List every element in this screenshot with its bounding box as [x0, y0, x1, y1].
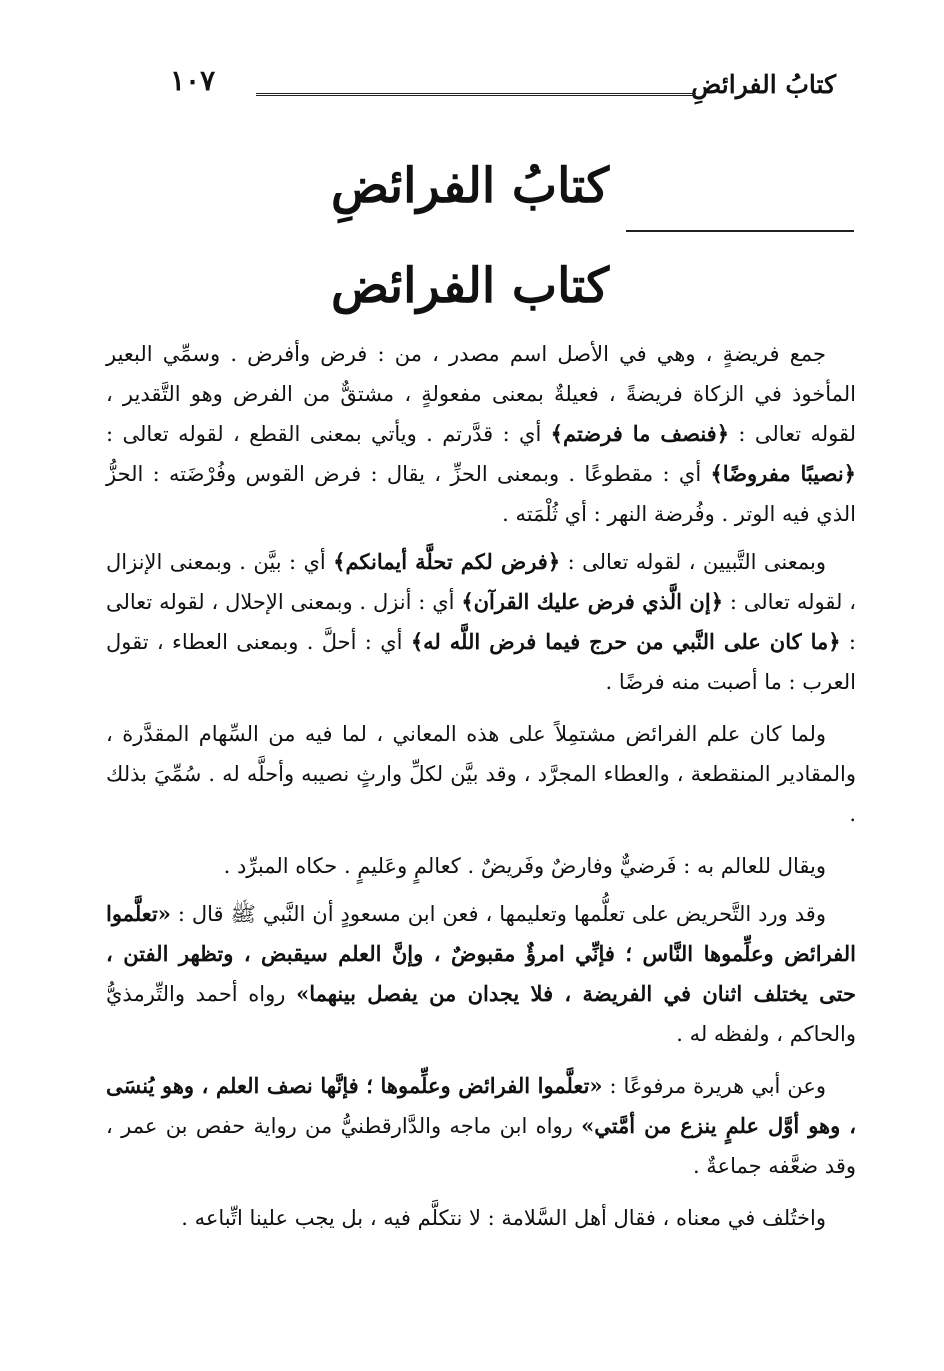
text-segment: رواه أحمد والتِّرمذيُّ والحاكم ، ولفظه له .	[106, 982, 856, 1046]
text-segment: ويقال للعالم به : فَرضيٌّ وفارضٌ وفَريضٌ . كعالمٍ وعَليمٍ . حكاه المبرِّد .	[223, 854, 826, 878]
text-segment: أي : أنزل . وبمعنى الإحلال ، لقوله تعالى :	[106, 590, 856, 654]
hadith-quote: «تعلَّموا الفرائض وعلِّموها ؛ فإنَّها نصف العلم ، وهو يُنسَى ، وهو أوَّل علمٍ ينزع من أمَّتي»	[106, 1073, 856, 1138]
quran-quote: ﴿إن الَّذي فرض عليك القرآن﴾	[461, 589, 723, 614]
paragraph-disagreement	[106, 1198, 856, 1238]
paragraph-meanings	[106, 542, 856, 702]
paragraph-hadith-abu-hurayra	[106, 1066, 856, 1186]
running-header	[160, 62, 836, 106]
text-segment: أي : بيَّن . وبمعنى الإنزال ، لقوله تعالى :	[106, 550, 856, 614]
section-title: كتاب الفرائض	[330, 258, 610, 314]
text-segment: أي : مقطوعًا . وبمعنى الحزِّ ، يقال : فرض القوس وفُرْضَته : الحزُّ الذي فيه الوتر . وفُرضة النهر : أي ثُلْمَته .	[106, 462, 856, 526]
quran-quote: ﴿فنصف ما فرضتم﴾	[550, 421, 730, 446]
body-text	[106, 334, 856, 1246]
paragraph-definition	[106, 334, 856, 534]
quran-quote: ﴿ما كان على النَّبي من حرج فيما فرض اللَّه له﴾	[410, 629, 841, 654]
title-rule	[626, 230, 854, 232]
text-segment: أي : أحلَّ . وبمعنى العطاء ، تقول العرب : ما أصبت منه فرضًا .	[106, 630, 856, 694]
text-segment: ولما كان علم الفرائض مشتمِلاً على هذه المعاني ، لما فيه من السِّهام المقدَّرة ، والمقادير المنقطعة ، والعطاء المجرَّد ، وقد بيَّن لكلِّ وارثٍ نصيبه وأحلَّه له . سُمِّيَ بذلك .	[106, 722, 856, 826]
header-rule	[256, 93, 696, 96]
text-segment: أي : قدَّرتم . ويأتي بمعنى القطع ، لقوله تعالى :	[106, 422, 551, 446]
text-segment: جمع فريضةٍ ، وهي في الأصل اسم مصدر ، من : فرض وأفرض . وسمِّي البعير المأخوذ في الزكاة فريضةً ، فعيلةٌ بمعنى مفعولةٍ ، مشتقٌّ من الفرض وهو التَّقدير ، لقوله تعالى :	[106, 342, 857, 446]
text-segment: وبمعنى التَّبيين ، لقوله تعالى :	[560, 550, 826, 574]
hadith-quote: «تعلَّموا الفرائض وعلِّموها النَّاس ؛ فإنِّي امرؤٌ مقبوضٌ ، وإنَّ العلم سيقبض ، وتظهر الفتن ، حتى يختلف اثنان في الفريضة ، فلا يجدان من يفصل بينهما»	[106, 901, 856, 1006]
running-title: كتابُ الفرائضِ	[691, 70, 836, 99]
quran-quote: ﴿فرض لكم تحلَّة أيمانكم﴾	[333, 549, 561, 574]
book-title: كتابُ الفرائضِ	[330, 158, 610, 214]
text-segment: واختُلف في معناه ، فقال أهل السَّلامة : لا نتكلَّم فيه ، بل يجب علينا اتِّباعه .	[181, 1206, 826, 1230]
text-segment: رواه ابن ماجه والدَّارقطنيُّ من رواية حفص بن عمر ، وقد ضعَّفه جماعةٌ .	[106, 1114, 856, 1178]
paragraph-naming	[106, 714, 856, 834]
paragraph-scholar-name	[106, 846, 856, 886]
paragraph-hadith-ibn-masud	[106, 894, 856, 1054]
quran-quote: ﴿نصيبًا مفروضًا﴾	[710, 461, 856, 486]
text-segment: وقد ورد التَّحريض على تعلُّمها وتعليمها ، فعن ابن مسعودٍ أن النَّبي ﷺ قال :	[170, 902, 826, 926]
text-segment: وعن أبي هريرة مرفوعًا :	[602, 1074, 826, 1098]
page-number: ١٠٧	[170, 64, 216, 97]
